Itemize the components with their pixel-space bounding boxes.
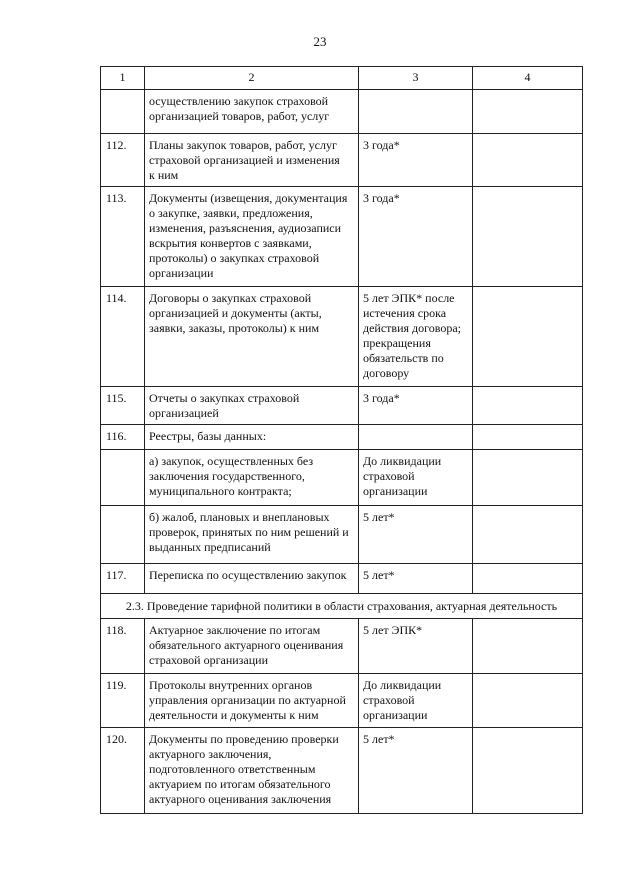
title-line: деятельности и документы к ним	[149, 708, 319, 722]
table-row	[101, 187, 583, 287]
term-line: организации	[363, 484, 428, 498]
notes	[473, 287, 583, 387]
retention-term	[359, 287, 473, 387]
title-line: подготовленного ответственным	[149, 762, 316, 776]
title-line: организации	[149, 266, 214, 280]
title-line: Отчеты о закупках страховой	[149, 391, 300, 405]
table-header-row	[101, 67, 583, 90]
title-line: Переписка по осуществлению закупок	[149, 568, 347, 582]
notes	[473, 564, 583, 594]
row-number	[101, 90, 145, 134]
retention-term	[359, 674, 473, 728]
section-row	[101, 594, 583, 619]
document-title	[145, 728, 359, 814]
table-row	[101, 619, 583, 674]
row-number: 113.	[101, 187, 145, 287]
title-line: обязательного актуарного оценивания	[149, 638, 344, 652]
row-number: 116.	[101, 425, 145, 450]
records-table	[100, 66, 583, 814]
table-row	[101, 450, 583, 506]
table-row	[101, 90, 583, 134]
term-line: действия договора;	[363, 321, 462, 335]
title-line: о закупке, заявки, предложения,	[149, 206, 313, 220]
term-line: страховой	[363, 693, 415, 707]
title-line: Документы по проведению проверки	[149, 732, 339, 746]
retention-term	[359, 187, 473, 287]
retention-term	[359, 90, 473, 134]
term-line: 3 года*	[363, 138, 400, 152]
title-line: Протоколы внутренних органов	[149, 678, 313, 692]
notes	[473, 728, 583, 814]
term-line: 5 лет*	[363, 568, 395, 582]
term-line: До ликвидации	[363, 678, 442, 692]
row-number: 120.	[101, 728, 145, 814]
title-line: выданных предписаний	[149, 540, 271, 554]
term-line: страховой	[363, 469, 415, 483]
row-number: 119.	[101, 674, 145, 728]
header-col-4: 4	[473, 67, 583, 90]
term-line: 3 года*	[363, 391, 400, 405]
title-line: Документы (извещения, документация	[149, 191, 348, 205]
notes	[473, 187, 583, 287]
table-row	[101, 564, 583, 594]
title-line: управления организации по актуарной	[149, 693, 346, 707]
document-title	[145, 506, 359, 564]
term-line: организации	[363, 708, 428, 722]
notes	[473, 674, 583, 728]
document-title	[145, 619, 359, 674]
header-col-1: 1	[101, 67, 145, 90]
row-number	[101, 450, 145, 506]
term-line: истечения срока	[363, 306, 447, 320]
title-line: протоколы) о закупках страховой	[149, 251, 320, 265]
title-line: организацией и документы (акты,	[149, 306, 322, 320]
document-title	[145, 674, 359, 728]
row-number	[101, 506, 145, 564]
notes	[473, 387, 583, 425]
notes	[473, 90, 583, 134]
table-row	[101, 674, 583, 728]
title-line: организацией товаров, работ, услуг	[149, 109, 330, 123]
title-line: страховой организацией и изменения	[149, 153, 340, 167]
document-title	[145, 387, 359, 425]
title-line: актуарного оценивания заключения	[149, 792, 332, 806]
title-line: страховой организации	[149, 653, 269, 667]
row-number: 114.	[101, 287, 145, 387]
term-line: 5 лет ЭПК* после	[363, 291, 455, 305]
title-line: изменения, разъяснения, аудиозаписи	[149, 221, 342, 235]
title-line: Договоры о закупках страховой	[149, 291, 312, 305]
title-line: Актуарное заключение по итогам	[149, 623, 321, 637]
title-line: вскрытия конвертов с заявками,	[149, 236, 312, 250]
term-line: 5 лет*	[363, 510, 395, 524]
section-heading: 2.3. Проведение тарифной политики в области страхования, актуарная деятельность	[101, 594, 583, 619]
notes	[473, 450, 583, 506]
notes	[473, 619, 583, 674]
notes	[473, 506, 583, 564]
document-title	[145, 564, 359, 594]
document-title	[145, 450, 359, 506]
table-row	[101, 387, 583, 425]
row-number: 117.	[101, 564, 145, 594]
document-title	[145, 187, 359, 287]
title-line: осуществлению закупок страховой	[149, 94, 329, 108]
table-row	[101, 134, 583, 187]
title-line: муниципального контракта;	[149, 484, 292, 498]
notes	[473, 134, 583, 187]
page-number: 23	[313, 34, 327, 49]
term-line: До ликвидации	[363, 454, 442, 468]
title-line: заявки, заказы, протоколы) к ним	[149, 321, 320, 335]
retention-term	[359, 728, 473, 814]
header-col-3: 3	[359, 67, 473, 90]
row-number: 118.	[101, 619, 145, 674]
retention-term	[359, 506, 473, 564]
document-title	[145, 90, 359, 134]
table-row	[101, 425, 583, 450]
document-title	[145, 287, 359, 387]
document-title	[145, 134, 359, 187]
row-number: 115.	[101, 387, 145, 425]
row-number: 112.	[101, 134, 145, 187]
term-line: договору	[363, 366, 410, 380]
title-line: к ним	[149, 168, 179, 182]
retention-term	[359, 387, 473, 425]
term-line: прекращения	[363, 336, 431, 350]
retention-term	[359, 134, 473, 187]
table-row	[101, 728, 583, 814]
retention-term	[359, 619, 473, 674]
term-line: обязательств по	[363, 351, 444, 365]
term-line: 3 года*	[363, 191, 400, 205]
title-line: актуарием по итогам обязательного	[149, 777, 331, 791]
title-line: актуарного заключения,	[149, 747, 272, 761]
title-line: Реестры, базы данных:	[149, 429, 267, 443]
header-col-2: 2	[145, 67, 359, 90]
retention-term	[359, 450, 473, 506]
term-line: 5 лет ЭПК*	[363, 623, 423, 637]
title-line: организацией	[149, 406, 219, 420]
table-row	[101, 287, 583, 387]
document-title	[145, 425, 359, 450]
notes	[473, 425, 583, 450]
retention-term	[359, 564, 473, 594]
title-line: проверок, принятых по ним решений и	[149, 525, 349, 539]
title-line: заключения государственного,	[149, 469, 305, 483]
title-line: б) жалоб, плановых и внеплановых	[149, 510, 330, 524]
term-line: 5 лет*	[363, 732, 395, 746]
retention-term	[359, 425, 473, 450]
title-line: а) закупок, осуществленных без	[149, 454, 314, 468]
table-row	[101, 506, 583, 564]
title-line: Планы закупок товаров, работ, услуг	[149, 138, 337, 152]
